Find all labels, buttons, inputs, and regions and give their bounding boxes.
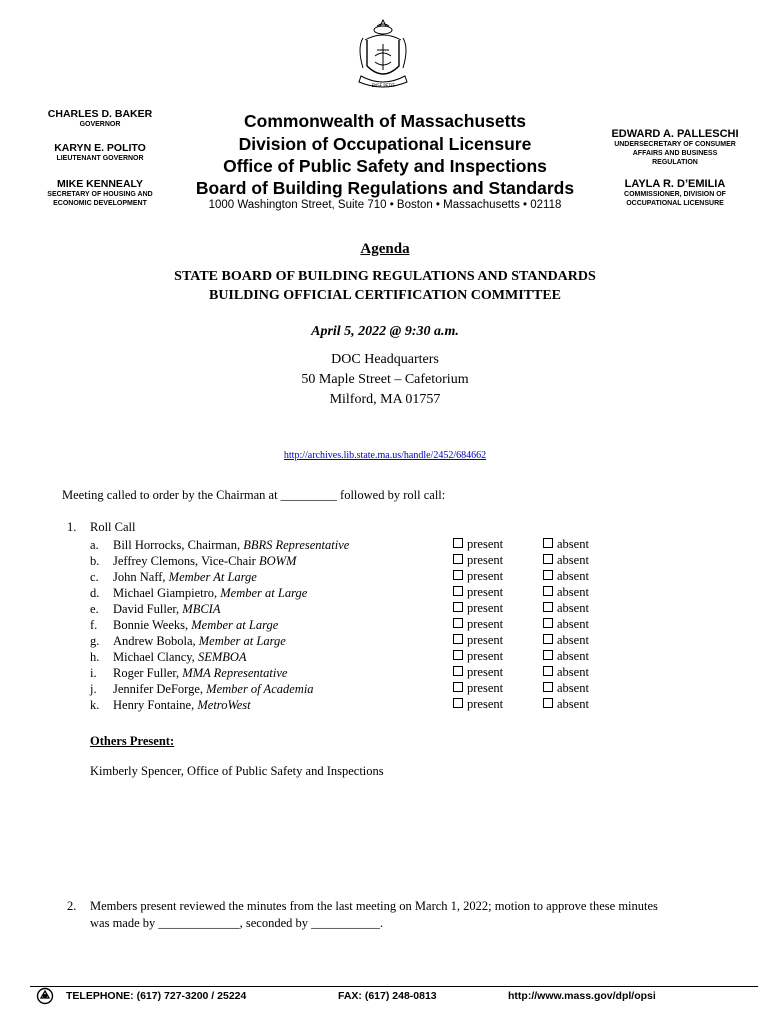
present-checkbox[interactable] — [453, 665, 503, 680]
present-label: present — [467, 649, 504, 663]
commissioner-name: LAYLA R. D’EMILIA — [624, 178, 726, 190]
absent-checkbox[interactable] — [543, 681, 589, 696]
member-role: Member at Large — [198, 634, 286, 648]
member-name: Michael Giampietro, — [113, 586, 221, 600]
absent-checkbox[interactable] — [543, 569, 589, 584]
absent-label: absent — [557, 697, 589, 711]
governor-title: GOVERNOR — [79, 121, 121, 128]
roll-call-member — [90, 617, 390, 633]
absent-label: absent — [557, 665, 589, 679]
absent-checkbox[interactable] — [543, 649, 589, 664]
agenda-title: Agenda — [360, 241, 410, 257]
others-present-heading: Others Present: — [90, 734, 175, 748]
member-name: Henry Fontaine, — [113, 698, 198, 712]
header-line-board: Board of Building Regulations and Standards — [195, 178, 575, 198]
member-name: John Naff, — [113, 570, 169, 584]
member-letter: h. — [90, 650, 100, 664]
member-name: Roger Fuller, — [113, 666, 183, 680]
checkbox-square-icon — [543, 666, 553, 676]
absent-label: absent — [557, 553, 589, 567]
undersecretary-block — [600, 128, 750, 167]
roll-call-member — [90, 553, 390, 569]
present-label: present — [467, 537, 504, 551]
absent-checkbox[interactable] — [543, 585, 589, 600]
undersecretary-title-line: REGULATION — [652, 159, 698, 166]
member-name: Michael Clancy, — [113, 650, 198, 664]
lt-governor-name: KARYN E. POLITO — [54, 142, 146, 154]
checkbox-square-icon — [543, 634, 553, 644]
present-checkbox[interactable] — [453, 633, 503, 648]
undersecretary-name: EDWARD A. PALLESCHI — [611, 128, 739, 140]
roll-call-member — [90, 633, 390, 649]
secretary-block — [30, 178, 170, 208]
member-letter: k. — [90, 698, 100, 712]
present-label: present — [467, 601, 504, 615]
absent-checkbox[interactable] — [543, 633, 589, 648]
absent-label: absent — [557, 537, 589, 551]
footer-telephone: TELEPHONE: (617) 727-3200 / 25224 — [66, 990, 247, 1002]
minutes-text-line: Members present reviewed the minutes from the last meeting on March 1, 2022; motion to approve these minutes — [90, 899, 658, 913]
governor-block — [30, 108, 170, 129]
member-role: Member of Academia — [206, 682, 314, 696]
checkbox-square-icon — [453, 538, 463, 548]
checkbox-square-icon — [453, 698, 463, 708]
checkbox-square-icon — [453, 602, 463, 612]
member-role: BBRS Representative — [243, 538, 350, 552]
present-label: present — [467, 569, 504, 583]
footer-website[interactable]: http://www.mass.gov/dpl/opsi — [508, 990, 656, 1002]
header-line-commonwealth: Commonwealth of Massachusetts — [244, 111, 526, 131]
lt-governor-block — [30, 142, 170, 163]
checkbox-square-icon — [453, 586, 463, 596]
others-present-text: Kimberly Spencer, Office of Public Safety and Inspections — [90, 764, 384, 778]
present-label: present — [467, 633, 504, 647]
member-role: Member at Large — [191, 618, 279, 632]
roll-call-member — [90, 569, 390, 585]
present-label: present — [467, 665, 504, 679]
roll-call-member — [90, 649, 390, 665]
venue-line: Milford, MA 01757 — [329, 392, 441, 407]
header-line-division: Division of Occupational Licensure — [238, 134, 532, 154]
checkbox-square-icon — [453, 650, 463, 660]
absent-label: absent — [557, 633, 589, 647]
present-checkbox[interactable] — [453, 553, 503, 568]
absent-checkbox[interactable] — [543, 553, 589, 568]
committee-line: BUILDING OFFICIAL CERTIFICATION COMMITTEE — [208, 288, 562, 303]
checkbox-square-icon — [543, 570, 553, 580]
venue-line: DOC Headquarters — [331, 352, 439, 367]
roll-call-member — [90, 537, 390, 553]
called-to-order-text: Meeting called to order by the Chairman at _________ followed by roll call: — [62, 488, 446, 502]
commissioner-title-line: OCCUPATIONAL LICENSURE — [626, 200, 724, 207]
present-checkbox[interactable] — [453, 649, 503, 664]
secretary-title-line: ECONOMIC DEVELOPMENT — [53, 200, 147, 207]
absent-label: absent — [557, 617, 589, 631]
svg-text:ENSE PETIT: ENSE PETIT — [371, 83, 395, 88]
member-letter: i. — [90, 666, 97, 680]
roll-call-heading: Roll Call — [90, 520, 136, 534]
present-label: present — [467, 553, 504, 567]
footer-fax: FAX: (617) 248-0813 — [338, 990, 437, 1002]
member-letter: g. — [90, 634, 100, 648]
present-checkbox[interactable] — [453, 601, 503, 616]
member-letter: c. — [90, 570, 99, 584]
member-role: Member At Large — [168, 570, 257, 584]
member-name: Bonnie Weeks, — [113, 618, 192, 632]
member-letter: b. — [90, 554, 100, 568]
member-name: Jennifer DeForge, — [113, 682, 207, 696]
member-role: MMA Representative — [182, 666, 288, 680]
roll-call-member — [90, 697, 390, 713]
roll-call-member — [90, 601, 390, 617]
roll-call-member — [90, 681, 390, 697]
present-label: present — [467, 681, 504, 695]
checkbox-square-icon — [543, 554, 553, 564]
state-seal-image — [353, 16, 413, 90]
present-checkbox[interactable] — [453, 617, 503, 632]
member-letter: e. — [90, 602, 99, 616]
header-address: 1000 Washington Street, Suite 710 • Boston • Massachusetts • 02118 — [208, 199, 562, 211]
minutes-text-line: was made by _____________, seconded by ___________. — [90, 916, 384, 930]
governor-name: CHARLES D. BAKER — [47, 108, 153, 120]
lt-governor-title: LIEUTENANT GOVERNOR — [56, 155, 144, 162]
absent-label: absent — [557, 601, 589, 615]
absent-checkbox[interactable] — [543, 537, 589, 552]
member-name: Jeffrey Clemons, Vice-Chair — [113, 554, 259, 568]
checkbox-square-icon — [453, 666, 463, 676]
checkbox-square-icon — [543, 650, 553, 660]
absent-checkbox[interactable] — [543, 601, 589, 616]
footer-divider — [30, 986, 758, 987]
member-letter: f. — [90, 618, 98, 632]
item-number: 2. — [67, 899, 77, 913]
present-checkbox[interactable] — [453, 569, 503, 584]
present-label: present — [467, 697, 504, 711]
commissioner-title-line: COMMISSIONER, DIVISION OF — [624, 191, 726, 198]
roll-call-member — [90, 585, 390, 601]
present-checkbox[interactable] — [453, 697, 503, 712]
venue-line: 50 Maple Street – Cafetorium — [301, 372, 469, 387]
checkbox-square-icon — [543, 602, 553, 612]
board-line: STATE BOARD OF BUILDING REGULATIONS AND STANDARDS — [174, 269, 596, 284]
undersecretary-title-line: UNDERSECRETARY OF CONSUMER — [614, 141, 736, 148]
archive-link[interactable]: http://archives.lib.state.ma.us/handle/2452/684662 — [283, 450, 487, 461]
absent-checkbox[interactable] — [543, 617, 589, 632]
absent-checkbox[interactable] — [543, 665, 589, 680]
item-number: 1. — [67, 520, 77, 534]
member-name: Bill Horrocks, Chairman, — [113, 538, 244, 552]
checkbox-square-icon — [543, 586, 553, 596]
roll-call-member — [90, 665, 390, 681]
member-letter: d. — [90, 586, 100, 600]
member-name: David Fuller, — [113, 602, 183, 616]
member-role: MBCIA — [182, 602, 221, 616]
absent-label: absent — [557, 649, 589, 663]
checkbox-square-icon — [543, 698, 553, 708]
absent-label: absent — [557, 681, 589, 695]
recycle-icon — [36, 987, 54, 1005]
secretary-name: MIKE KENNEALY — [57, 178, 143, 190]
member-role: SEMBOA — [197, 650, 247, 664]
member-role: MetroWest — [197, 698, 251, 712]
header-line-office: Office of Public Safety and Inspections — [223, 156, 547, 176]
checkbox-square-icon — [453, 570, 463, 580]
present-checkbox[interactable] — [453, 585, 503, 600]
member-role: Member at Large — [220, 586, 308, 600]
present-label: present — [467, 585, 504, 599]
meeting-date: April 5, 2022 @ 9:30 a.m. — [311, 324, 459, 339]
member-role: BOWM — [258, 554, 297, 568]
absent-label: absent — [557, 569, 589, 583]
checkbox-square-icon — [453, 634, 463, 644]
checkbox-square-icon — [453, 554, 463, 564]
absent-checkbox[interactable] — [543, 697, 589, 712]
present-checkbox[interactable] — [453, 537, 503, 552]
secretary-title-line: SECRETARY OF HOUSING AND — [47, 191, 153, 198]
present-label: present — [467, 617, 504, 631]
member-letter: a. — [90, 538, 99, 552]
checkbox-square-icon — [543, 618, 553, 628]
present-checkbox[interactable] — [453, 681, 503, 696]
checkbox-square-icon — [543, 538, 553, 548]
member-name: Andrew Bobola, — [113, 634, 199, 648]
checkbox-square-icon — [453, 618, 463, 628]
checkbox-square-icon — [543, 682, 553, 692]
absent-label: absent — [557, 585, 589, 599]
undersecretary-title-line: AFFAIRS AND BUSINESS — [632, 150, 718, 157]
member-letter: j. — [90, 682, 97, 696]
checkbox-square-icon — [453, 682, 463, 692]
commissioner-block — [600, 178, 750, 208]
